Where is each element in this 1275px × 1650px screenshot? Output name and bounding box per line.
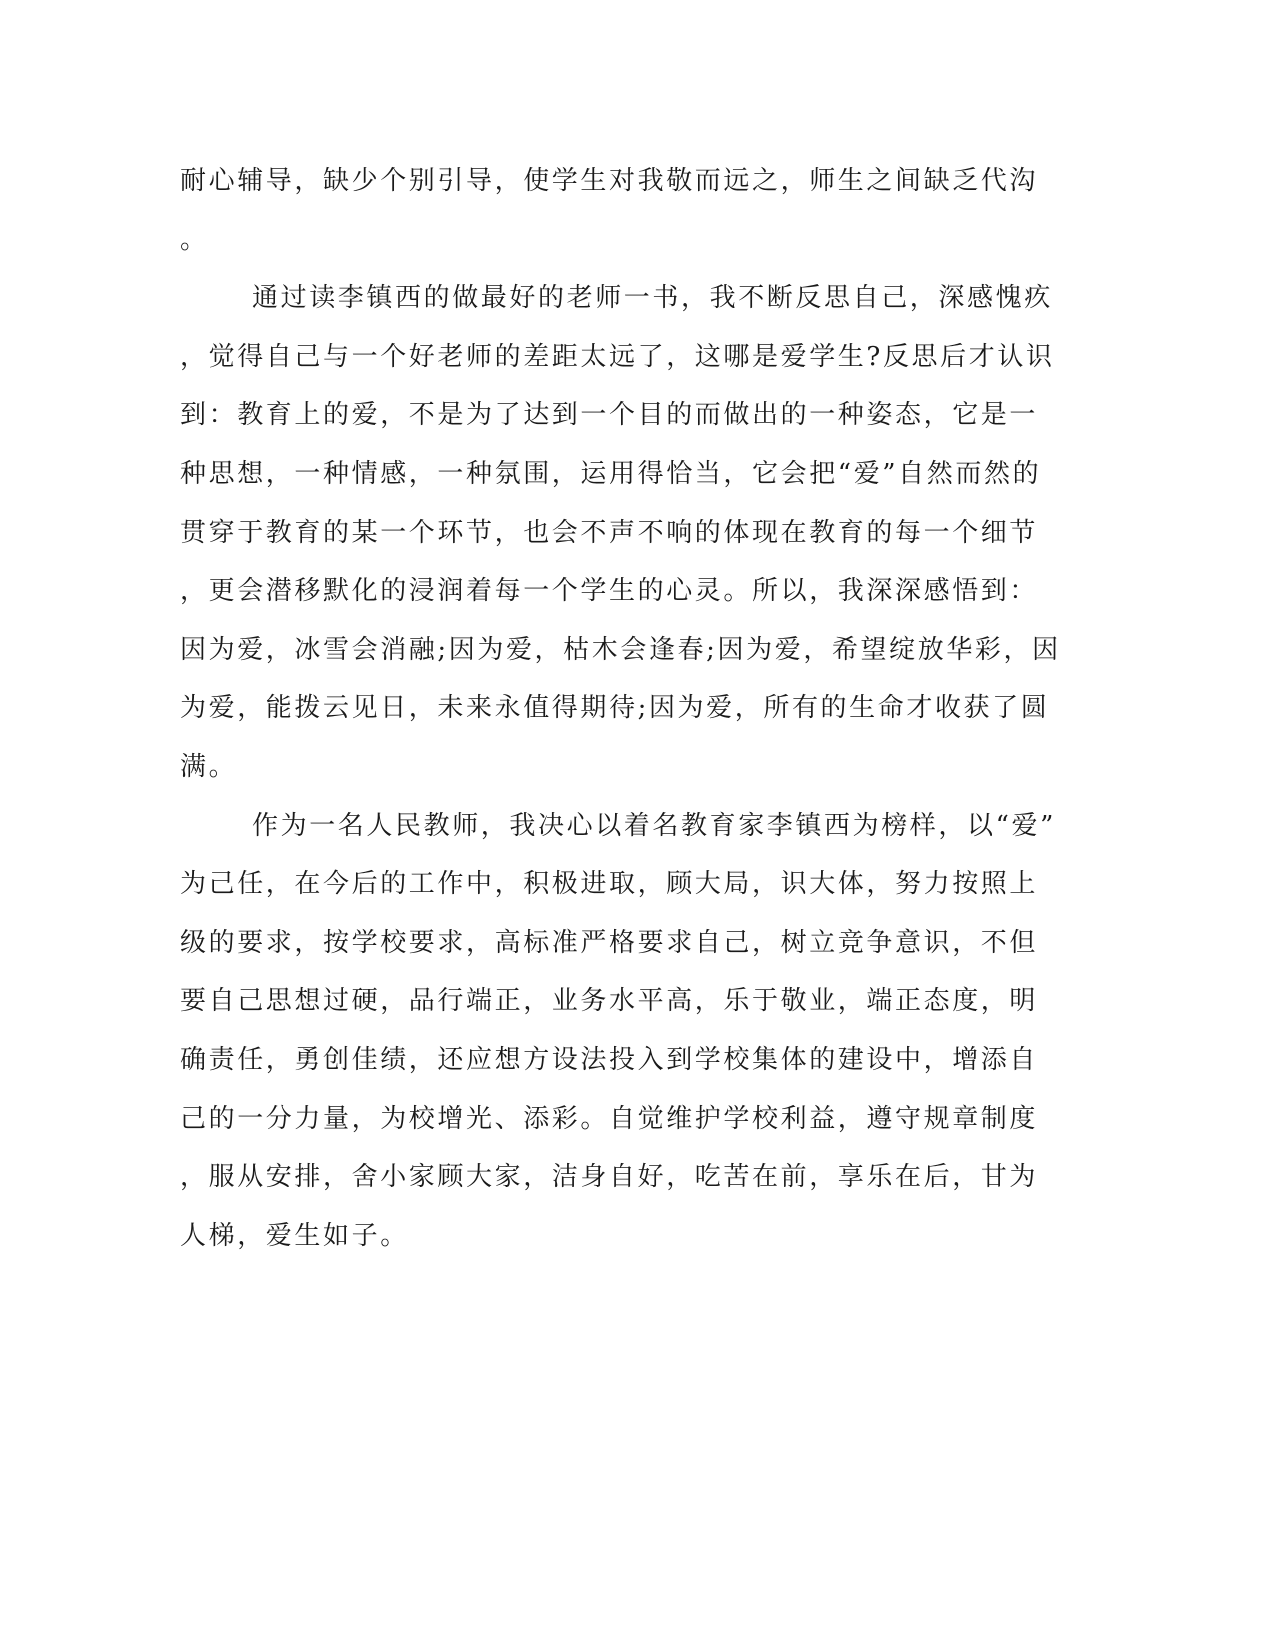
text-line: ，觉得自己与一个好老师的差距太远了，这哪是爱学生?反思后才认识 — [180, 341, 1055, 372]
text-line: 确责任，勇创佳绩，还应想方设法投入到学校集体的建设中，增添自 — [180, 1044, 1039, 1075]
text-line: 满。 — [180, 751, 238, 782]
text-line: 级的要求，按学校要求，高标准严格要求自己，树立竞争意识，不但 — [180, 927, 1039, 958]
text-line: 为己任，在今后的工作中，积极进取，顾大局，识大体，努力按照上 — [180, 869, 1039, 900]
text-line: 为爱，能拨云见日，未来永值得期待;因为爱，所有的生命才收获了圆 — [180, 693, 1050, 724]
text-line: ，更会潜移默化的浸润着每一个学生的心灵。所以，我深深感悟到： — [180, 576, 1039, 607]
text-line: 作为一名人民教师，我决心以着名教育家李镇西为榜样，以“爱” — [252, 810, 1056, 841]
text-line: 因为爱，冰雪会消融;因为爱，枯木会逢春;因为爱，希望绽放华彩，因 — [180, 634, 1061, 665]
text-line: 人梯，爱生如子。 — [180, 1220, 409, 1251]
text-line: 到：教育上的爱，不是为了达到一个目的而做出的一种姿态，它是一 — [180, 400, 1039, 431]
text-line: 。 — [180, 224, 209, 255]
paragraph-reflection — [180, 269, 1061, 796]
text-line: 通过读李镇西的做最好的老师一书，我不断反思自己，深感愧疚 — [252, 283, 1053, 314]
text-line: 耐心辅导，缺少个别引导，使学生对我敬而远之，师生之间缺乏代沟 — [180, 166, 1039, 196]
text-line: 贯穿于教育的某一个环节，也会不声不响的体现在教育的每一个细节 — [180, 517, 1039, 548]
text-line: 己的一分力量，为校增光、添彩。自觉维护学校利益，遵守规章制度 — [180, 1103, 1039, 1134]
paragraph-resolution — [180, 797, 1056, 1266]
text-line: ，服从安排，舍小家顾大家，洁身自好，吃苦在前，享乐在后，甘为 — [180, 1162, 1039, 1193]
text-line: 要自己思想过硬，品行端正，业务水平高，乐于敬业，端正态度，明 — [180, 986, 1039, 1017]
text-line: 种思想，一种情感，一种氛围，运用得恰当，它会把“爱”自然而然的 — [180, 458, 1042, 489]
paragraph-continuation — [180, 152, 1050, 269]
document-body — [180, 152, 1061, 1265]
